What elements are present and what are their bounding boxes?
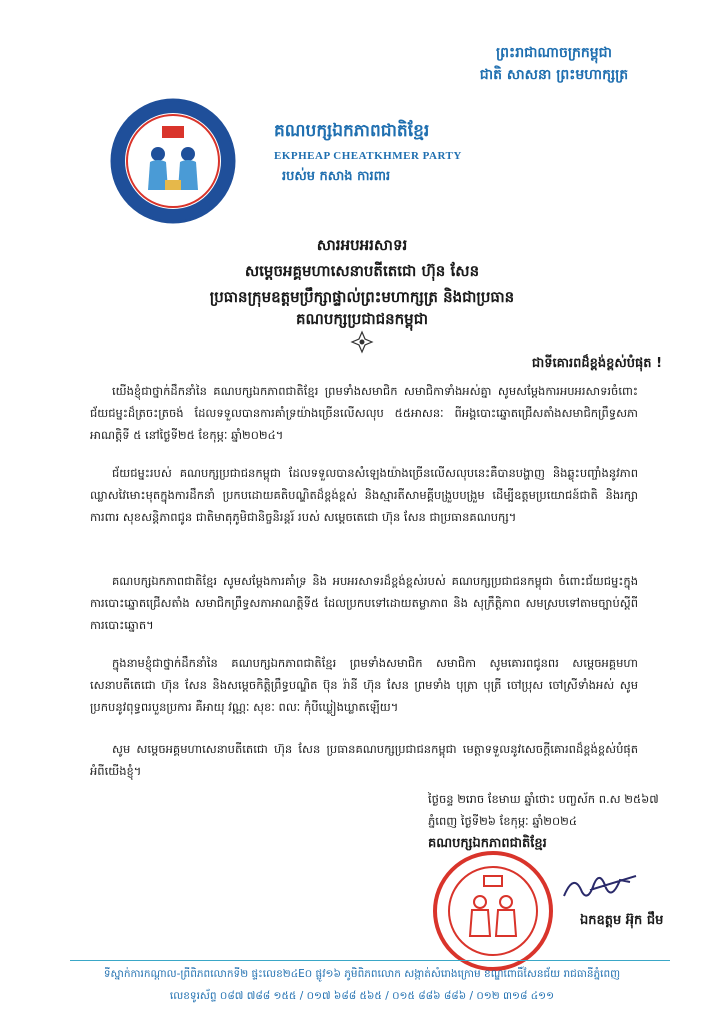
party-name-en: EKPHEAP CHEATKHMER PARTY bbox=[274, 150, 462, 162]
date-lunar: ថ្ងៃចន្ទ ២រោច ខែមាឃ ឆ្នាំថោះ បញ្ចស័ក ព.ស ២៥៦៧ bbox=[428, 792, 659, 806]
paragraph-1: យើងខ្ញុំជាថ្នាក់ដឹកនាំនៃ គណបក្សឯកភាពជាតិខ្មែរ ព្រមទាំងសមាជិក សមាជិកាទាំងអស់គ្នា សូមសម្តែងការអបអរសាទរចំពោះជ័យជម្នះដ៏ត្រចះត្រចង់ ដែលទទួលបានការគាំទ្រយ៉ាងច្រើនលើសលុប ៥៥អាសនៈ ពីអង្គបោះឆ្នោតជ្រើសតាំងសមាជិកព្រឹទ្ធសភា អាណត្តិទី ៥ នៅថ្ងៃទី២៥ ខែកុម្ភៈ ឆ្នាំ២០២៤។ bbox=[90, 384, 638, 442]
salutation: ជាទីគោរពដ៏ខ្ពង់ខ្ពស់បំផុត ! bbox=[531, 356, 662, 371]
kingdom-motto: ជាតិ សាសនា ព្រះមហាក្សត្រ bbox=[479, 67, 629, 83]
paragraph-2: ជ័យជម្នះរបស់ គណបក្សប្រជាជនកម្ពុជា ដែលទទួលបានសំឡេងយ៉ាងច្រើនលើសលុបនេះគឺបានបង្ហាញ និងឆ្លុះបញ្ចាំងនូវភាពឈ្លាសវៃមោះមុតក្នុងការដឹកនាំ ប្រកបដោយគតិបណ្ឌិតដ៏ខ្ពង់ខ្ពស់ និងស្មារតីសាមគ្គីបង្រួបបង្រួម ដើម្បីឧត្តមប្រយោជន៍ជាតិ និងរក្សាការពារ សុខសន្តិភាពជូន ជាតិមាតុភូមិជានិច្ចនិរន្តរ៍ របស់ សម្តេចតេជោ ហ៊ុន សែន ជាប្រធានគណបក្ស។ bbox=[90, 466, 638, 524]
heading-position: ប្រធានក្រុមឧត្តមប្រឹក្សាផ្ទាល់ព្រះមហាក្សត្រ និងជាប្រធាន bbox=[209, 288, 515, 306]
footer-rule bbox=[70, 960, 670, 961]
letter-title: សារអបអរសាទរ bbox=[316, 236, 408, 254]
party-name-kh: គណបក្សឯកភាពជាតិខ្មែរ bbox=[274, 121, 430, 141]
paragraph-4: ក្នុងនាមខ្ញុំជាថ្នាក់ដឹកនាំនៃ គណបក្សឯកភាពជាតិខ្មែរ ព្រមទាំងសមាជិក សមាជិកា សូមគោរពជូនពរ សម្តេចអគ្គមហាសេនាបតីតេជោ ហ៊ុន សែន និងសម្តេចកិត្តិព្រឹទ្ធបណ្ឌិត ប៊ុន រ៉ានី ហ៊ុន សែន ព្រមទាំង បុត្រា បុត្រី ចៅប្រុស ចៅស្រីទាំងអស់ សូមប្រកបនូវពុទ្ធពរបួនប្រការ គឺអាយុ វណ្ណៈ សុខៈ ពលៈ កុំបីឃ្លៀងឃ្លាតឡើយ។ bbox=[90, 656, 638, 714]
heading-recipient: សម្តេចអគ្គមហាសេនាបតីតេជោ ហ៊ុន សែន bbox=[244, 262, 480, 280]
kingdom-title: ព្រះរាជាណាចក្រកម្ពុជា bbox=[495, 45, 612, 61]
paragraph-5: សូម សម្តេចអគ្គមហាសេនាបតីតេជោ ហ៊ុន សែន ប្រធានគណបក្សប្រជាជនកម្ពុជា មេត្តាទទួលនូវសេចក្តីគោរពដ៏ខ្ពង់ខ្ពស់បំផុតអំពីយើងខ្ញុំ។ bbox=[90, 742, 638, 778]
party-motto: របស់ម កសាង ការពារ bbox=[282, 169, 391, 184]
party-logo bbox=[110, 98, 236, 224]
date-solar: ភ្នំពេញ ថ្ងៃទី២៦ ខែកុម្ភៈ ឆ្នាំ២០២៤ bbox=[428, 814, 577, 828]
paragraph-3: គណបក្សឯកភាពជាតិខ្មែរ សូមសម្តែងការគាំទ្រ និង អបអរសាទរដ៏ខ្ពង់ខ្ពស់របស់ គណបក្សប្រជាជនកម្ពុជា ចំពោះជ័យជម្នះក្នុងការបោះឆ្នោតជ្រើសតាំង សមាជិកព្រឹទ្ធសភាអាណត្តិទី៥ ដែលប្រកបទៅដោយតម្លាភាព និង សុក្រឹត្តិភាព សមស្របទៅតាមច្បាប់ស្តីពីការបោះឆ្នោត។ bbox=[90, 574, 638, 632]
heading-party: គណបក្សប្រជាជនកម្ពុជា bbox=[296, 310, 428, 328]
kingdom-header bbox=[439, 42, 669, 86]
signer-name: ឯកឧត្តម អ៊ុក ជឹម bbox=[580, 913, 664, 928]
footer-phones: លេខទូរស័ព្ទ ០៨៧ ៧៨៨ ១៥៥ / ០១៧ ៦៨៨ ៥៦៥ / ០១៥ ៨៨៦ ៨៨៦ / ០១២ ៣១៨ ៤១១ bbox=[169, 990, 555, 1002]
signature-party: គណបក្សឯកភាពជាតិខ្មែរ bbox=[428, 836, 547, 851]
handwritten-signature bbox=[560, 862, 640, 906]
party-stamp bbox=[432, 850, 554, 972]
ornament-icon bbox=[350, 330, 374, 354]
footer-address: ទីស្នាក់ការកណ្តាល-ព្រីពិភពលោកទី២ ផ្ទះលេខ២៤E០ ផ្លូវ១៦ ភូមិពិភពលោក សង្កាត់សំរោងក្រោម ខណ្ឌពោធិ៍សែនជ័យ រាជធានីភ្នំពេញ bbox=[103, 968, 621, 980]
